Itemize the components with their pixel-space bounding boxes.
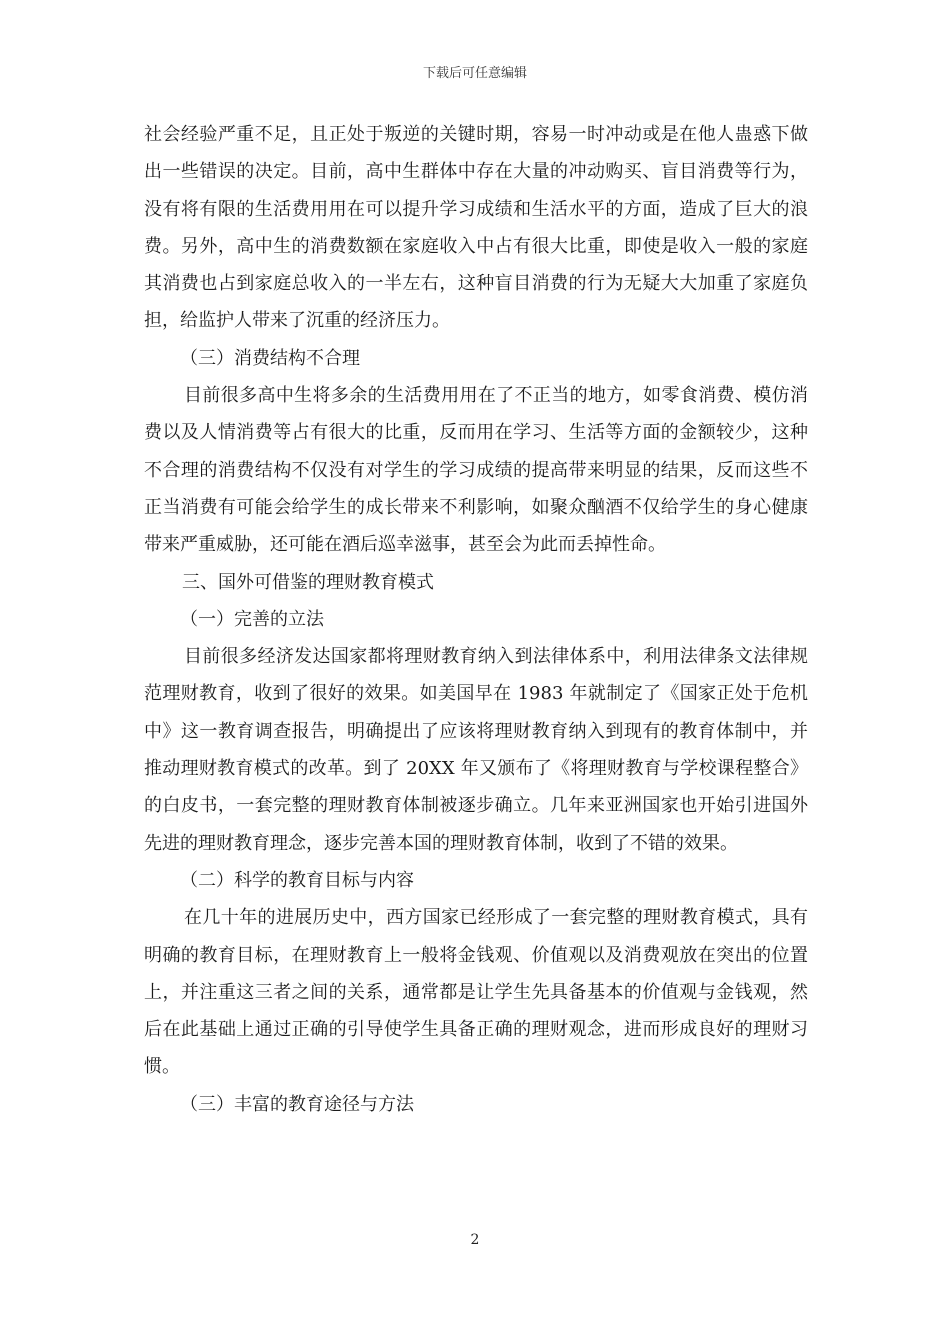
paragraph-legislation: 目前很多经济发达国家都将理财教育纳入到法律体系中，利用法律条文法律规范理财教育，收到了很好的效果。如美国早在 1983 年就制定了《国家正处于危机中》这一教育调查报告，明确提出了应该将理财教育纳入到现有的教育体制中，并推动理财教育模式的改革。到了 20XX 年又颁布了《将理财教育与学校课程整合》的白皮书，一套完整的理财教育体制被逐步确立。几年来亚洲国家也开始引进国外先进的理财教育理念，逐步完善本国的理财教育体制，收到了不错的效果。 [144, 646, 808, 854]
paragraph-continuation: 社会经验严重不足，且正处于叛逆的关键时期，容易一时冲动或是在他人蛊惑下做出一些错误的决定。目前，高中生群体中存在大量的冲动购买、盲目消费等行为，没有将有限的生活费用用在可以提升学习成绩和生活水平的方面，造成了巨大的浪费。另外，高中生的消费数额在家庭收入中占有很大比重，即使是收入一般的家庭其消费也占到家庭总收入的一半左右，这种盲目消费的行为无疑大大加重了家庭负担，给监护人带来了沉重的经济压力。 [144, 124, 808, 332]
subheading-methods: （三）丰富的教育途径与方法 [180, 1093, 414, 1115]
section-heading-foreign-models: 三、国外可借鉴的理财教育模式 [182, 571, 434, 593]
subheading-legislation: （一）完善的立法 [180, 608, 324, 630]
document-body [144, 116, 808, 1123]
paragraph-consumption-structure: 目前很多高中生将多余的生活费用用在了不正当的地方，如零食消费、模仿消费以及人情消费等占有很大的比重，反而用在学习、生活等方面的金额较少，这种不合理的消费结构不仅没有对学生的学习成绩的提高带来明显的结果，反而这些不正当消费有可能会给学生的成长带来不利影响，如聚众酗酒不仅给学生的身心健康带来严重威胁，还可能在酒后巡幸滋事，甚至会为此而丢掉性命。 [144, 385, 808, 556]
subheading-consumption-structure: （三）消费结构不合理 [180, 347, 360, 369]
subheading-goals-content: （二）科学的教育目标与内容 [180, 869, 414, 891]
paragraph-goals-content: 在几十年的进展历史中，西方国家已经形成了一套完整的理财教育模式，具有明确的教育目标，在理财教育上一般将金钱观、价值观以及消费观放在突出的位置上，并注重这三者之间的关系，通常都是让学生先具备基本的价值观与金钱观，然后在此基础上通过正确的引导使学生具备正确的理财观念，进而形成良好的理财习惯。 [144, 907, 808, 1078]
page-header: 下载后可任意编辑 [422, 66, 527, 81]
page-number: 2 [470, 1232, 480, 1248]
